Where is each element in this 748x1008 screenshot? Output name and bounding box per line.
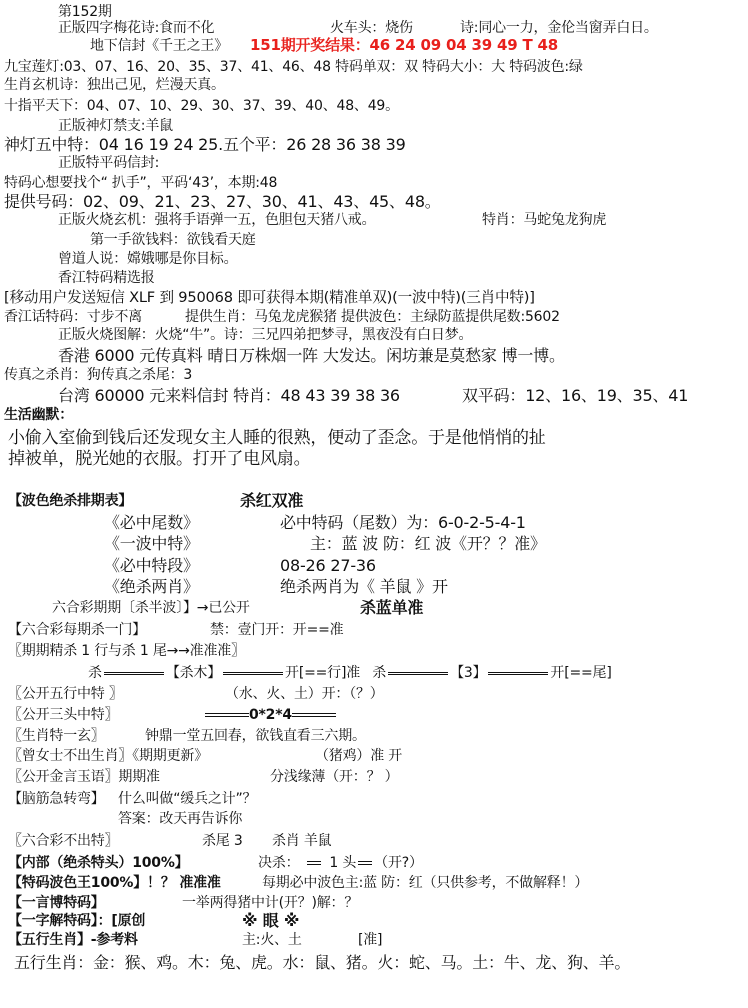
inside-kill-head-label: 【内部（绝杀特头）100%】 (8, 855, 189, 871)
kill-one-door-value: 禁：壹门开：开==准 (210, 622, 344, 638)
five-elements-zodiac-label: 【五行生肖】-参考料 (8, 932, 138, 948)
zodiac-mystery-label: 〖生肖特一玄〗 (8, 728, 105, 744)
must-tail-label: 《必中尾数》 (104, 513, 199, 532)
taiwan-envelope: 台湾 60000 元来料信封 特肖：48 43 39 38 36 (58, 386, 400, 405)
one-char-label: 【一字解特码】：[原创 (8, 913, 146, 929)
fire-diagram: 正版火烧图解：火烧“牛”。诗：三兄四弟把梦寻，黑夜没有白日梦。 (58, 327, 473, 343)
kill-one-door-label: 【六合彩每期杀一门】 (8, 622, 146, 638)
one-char-value: ※ 眼 ※ (242, 911, 300, 930)
three-heads-value (205, 707, 336, 724)
must-range-value: 08-26 27-36 (280, 556, 376, 575)
special-code-line: 特码心想要找个“ 扒手”，平码‘43’，本期:48 (4, 175, 278, 191)
fax-kill-line: 传真之杀肖：狗传真之杀尾：3 (4, 367, 193, 383)
divider-rule (205, 713, 249, 717)
kill-zodiac-sheep-rat: 杀肖 羊鼠 (272, 833, 332, 849)
must-tail-value: 必中特码（尾数）为：6-0-2-5-4-1 (280, 513, 526, 532)
kill-label-2: 杀 (372, 665, 387, 681)
kill-three: 【3】 (450, 665, 487, 681)
five-element-value: （水、火、土）开：（？） (225, 686, 384, 702)
divider-rule (358, 861, 372, 865)
one-wave-label: 《一波中特》 (104, 534, 199, 553)
open-line: 开[==行]准 (285, 665, 361, 681)
humor-heading: 生活幽默： (4, 407, 73, 423)
one-word-bet-value: 一举两得猪中计(开？)解：？ (182, 895, 359, 911)
kill-two-value: 绝杀两肖为《 羊鼠 》开 (280, 577, 448, 596)
draw-result: 151期开奖结果：46 24 09 04 39 49 T 48 (250, 36, 559, 54)
envelope-heading: 正版特平码信封: (58, 155, 160, 171)
issue-number: 第152期 (58, 4, 112, 20)
zodiac-mystery-value: 钟鼎一堂五回春，欲钱直看三六期。 (145, 728, 366, 744)
double-flat-codes: 双平码：12、16、19、35、41 (462, 386, 689, 405)
joke-line-2: 掉被单，脱光她的衣服。打开了电风扇。 (8, 449, 311, 469)
kill-red-double: 杀红双准 (240, 491, 304, 510)
kill-label: 杀 (88, 665, 102, 681)
provided-numbers: 提供号码：02、09、21、23、27、30、41、43、45、48。 (4, 192, 441, 211)
kill-element-row (88, 665, 612, 682)
kill-blue-single: 杀蓝单准 (360, 598, 424, 617)
riddle-answer: 答案：改天再告诉你 (118, 811, 243, 827)
no-special-label: 〖六合彩不出特〗 (8, 833, 119, 849)
must-range-label: 《必中特段》 (104, 556, 199, 575)
special-zodiacs: 特肖：马蛇兔龙狗虎 (482, 212, 607, 228)
one-word-bet-label: 【一言博特码】 (8, 895, 105, 911)
first-hand-line: 第一手欲钱料：欲钱看天庭 (90, 232, 256, 248)
three-heads-digits: 0*2*4 (249, 707, 292, 723)
divider-rule (388, 672, 448, 675)
open-question: （开?） (374, 855, 423, 871)
divider-rule (292, 713, 336, 717)
lamp-ban: 正版神灯禁支:羊鼠 (58, 118, 173, 134)
inside-kill-head-value (258, 855, 423, 872)
sms-notice: [移动用户发送短信 XLF 到 950068 即可获得本期(精准单双)(一波中特)(三肖中特)] (4, 289, 535, 306)
zodiac-poem: 生肖玄机诗：独出己见，烂漫天真。 (4, 77, 225, 93)
decisive-kill: 决杀： (258, 855, 300, 871)
wave-king-label: 【特码波色王100%】！？ 准准准 (8, 875, 221, 891)
hk-words: 香江话特码：寸步不离 (4, 309, 142, 325)
wave-king-value: 每期必中波色主:蓝 防：红（只供参考，不做解释！） (262, 875, 589, 891)
golden-words-label: 〖公开金言玉语〗期期准 (8, 769, 160, 785)
kill-wood: 【杀木】 (165, 665, 222, 681)
riddle-label: 【脑筋急转弯】 (8, 791, 105, 807)
kill-table-title: 【波色绝杀排期表】 (8, 493, 133, 509)
lamp-five-numbers: 神灯五中特：04 16 19 24 25.五个平：26 28 36 38 39 (4, 135, 406, 154)
head-one: 1 头 (329, 855, 357, 871)
divider-rule (223, 672, 283, 675)
five-elements-main: 主:火、土 (242, 932, 302, 948)
provided-zodiac: 提供生肖：马兔龙虎猴猪 提供波色：主绿防蓝提供尾数:5602 (185, 309, 560, 325)
joke-line-1: 小偷入室偷到钱后还发现女主人睡的很熟，便动了歪念。于是他悄悄的扯 (8, 428, 546, 448)
train-head: 火车头：烧伤 (330, 20, 413, 36)
lotus-lamp-line: 九宝莲灯:03、07、16、20、35、37、41、46、48 特码单双：双 特码大小：大 特码波色:绿 (4, 59, 583, 75)
ms-zeng-label: 〖曾女士不出生肖〗《期期更新》 (8, 748, 208, 764)
poem-line: 诗:同心一力，金伦当窗弄白日。 (460, 20, 658, 36)
five-elements-accurate: [准] (358, 932, 383, 948)
golden-words-value: 分浅缘薄（开：？ ） (270, 769, 399, 785)
fire-mystery: 正版火烧玄机：强将手语弹一五，色胆包天猪八戒。 (58, 212, 376, 228)
hongkong-heading: 香江特码精选报 (58, 270, 155, 286)
kill-two-label: 《绝杀两肖》 (104, 577, 199, 596)
open-tail: 开[==尾] (550, 665, 612, 681)
kill-line-tail-heading: 〖期期精杀 1 行与杀 1 尾→→准准准〗 (8, 643, 245, 659)
hk-fax-line: 香港 6000 元传真料 晴日万株烟一阵 大发达。闲坊兼是莫愁家 博一博。 (58, 346, 565, 365)
ms-zeng-value: （猪鸡）准 开 (315, 748, 403, 764)
one-wave-value: 主：蓝 波 防：红 波《开？？准》 (310, 534, 546, 553)
divider-rule (488, 672, 548, 675)
divider-rule (307, 861, 321, 865)
underground-envelope: 地下信封《千王之王》 (90, 38, 228, 54)
five-element-label: 〖公开五行中特 〗 (8, 686, 123, 702)
taoist-saying: 曾道人说：嫦娥哪是你目标。 (58, 251, 238, 267)
divider-rule (104, 672, 164, 675)
five-elements-table: 五行生肖：金：猴、鸡。木：兔、虎。水：鼠、猪。火：蛇、马。土：牛、龙、狗、羊。 (14, 953, 631, 972)
plum-poem: 正版四字梅花诗:食而不化 (58, 20, 215, 36)
riddle-question: 什么叫做“缓兵之计”？ (118, 791, 257, 807)
kill-tail-three: 杀尾 3 (202, 833, 243, 849)
half-wave-label: 六合彩期期〔杀半波〕】→已公开 (52, 600, 250, 616)
ten-fingers-line: 十指平天下：04、07、10、29、30、37、39、40、48、49。 (4, 98, 399, 114)
three-heads-label: 〖公开三头中特〗 (8, 707, 119, 723)
